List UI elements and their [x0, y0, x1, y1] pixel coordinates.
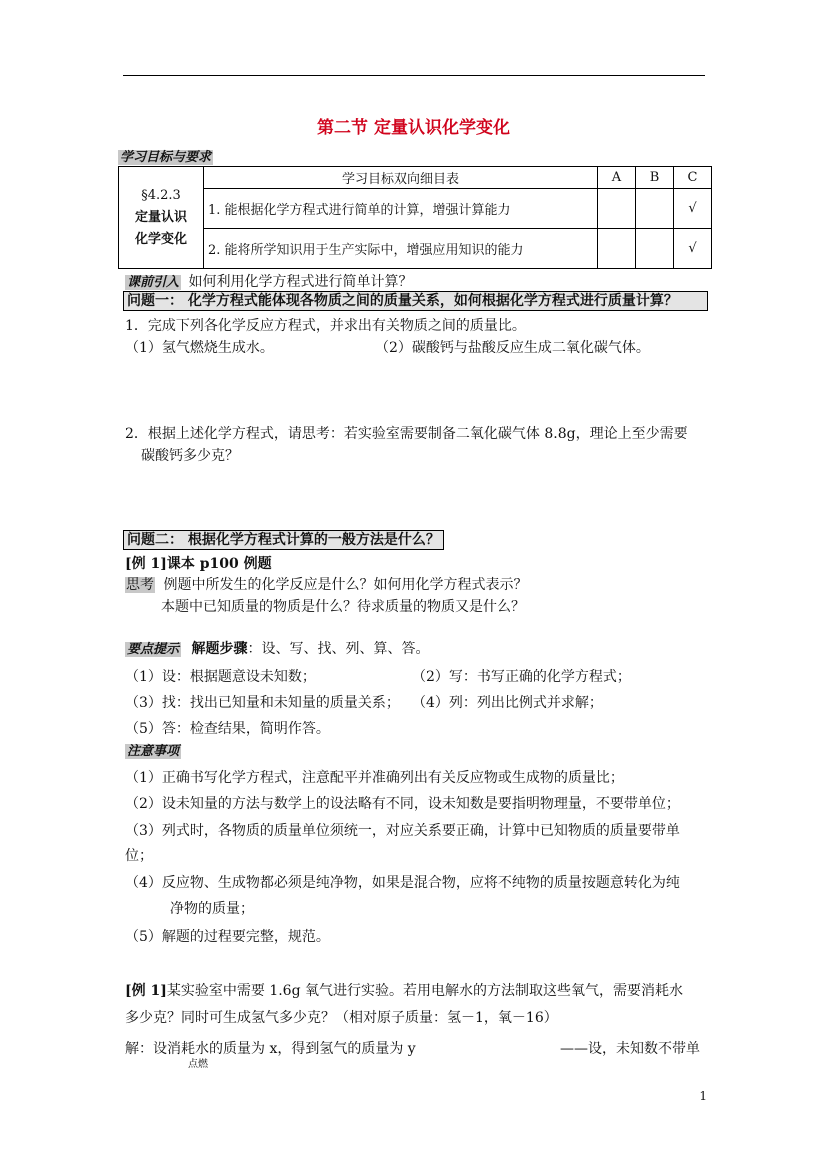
intro-line: [125, 271, 412, 291]
goals-label-wrap: [118, 146, 213, 165]
goal-text: 2. 能将所学知识用于生产实际中，增强应用知识的能力: [204, 229, 598, 269]
q1-item1a: （1）氢气燃烧生成水。: [125, 340, 274, 356]
reaction-condition: 点燃: [188, 1059, 208, 1070]
example-one-line2: 多少克？同时可生成氢气多少克？（相对原子质量：氢－1，氧－16）: [125, 1010, 558, 1026]
think-label: 思考: [126, 577, 154, 593]
note-item: 位；: [125, 848, 153, 864]
step-item: （3）找：找出已知量和未知量的质量关系；: [125, 695, 400, 711]
goals-label: 学习目标与要求: [120, 150, 212, 165]
think-text1: 例题中所发生的化学反应是什么？如何用化学方程式表示？: [163, 577, 528, 593]
tips-line: [125, 638, 429, 658]
step-item: （4）列：列出比例式并求解；: [412, 695, 603, 711]
col-b: B: [636, 167, 674, 189]
page-number: 1: [699, 1089, 707, 1103]
think-line1: [125, 574, 527, 594]
q1-item1b: （2）碳酸钙与盐酸反应生成二氧化碳气体。: [375, 340, 650, 356]
goals-left-cell: [119, 167, 204, 269]
note-item: （2）设未知量的方法与数学上的设法略有不同，设未知数是要指明物理量，不要带单位；: [125, 796, 680, 812]
tips-text: ：设、写、找、列、算、答。: [247, 641, 430, 657]
goal-c-check: √: [674, 189, 712, 229]
q1-item2-line1: 2．根据上述化学方程式，请思考：若实验室需要制备二氧化碳气体 8.8g，理论上至少需要: [125, 426, 688, 442]
intro-label: 课前引入: [127, 275, 180, 290]
notes-label-wrap: [125, 740, 181, 759]
goals-topic-line2: 化学变化: [134, 231, 187, 247]
goals-header-row: [119, 167, 712, 189]
q1-item1: 1．完成下列各化学反应方程式，并求出有关物质之间的质量比。: [125, 318, 526, 334]
solution-note: ——设，未知数不带单: [560, 1041, 700, 1057]
goals-topic-line1: 定量认识: [134, 209, 187, 225]
example-reference: [例 1]课本 p100 例题: [125, 556, 272, 572]
think-line2: 本题中已知质量的物质是什么？待求质量的物质又是什么？: [161, 599, 525, 615]
col-c: C: [674, 167, 712, 189]
goal-text: 1. 能根据化学方程式进行简单的计算，增强计算能力: [204, 189, 598, 229]
example-one-text1: 某实验室中需要 1.6g 氧气进行实验。若用电解水的方法制取这些氧气，需要消耗水: [166, 983, 683, 999]
q1-item2-line2: 碳酸钙多少克？: [141, 448, 239, 464]
step-item: （2）写：书写正确的化学方程式；: [412, 669, 631, 685]
note-item: （4）反应物、生成物都必须是纯净物，如果是混合物，应将不纯物的质量按题意转化为纯: [125, 875, 680, 891]
notes-label: 注意事项: [127, 744, 180, 759]
goals-table: [118, 166, 712, 269]
page-title: 第二节 定量认识化学变化: [317, 118, 510, 138]
goals-code: §4.2.3: [141, 187, 181, 203]
example-one-line1: [125, 980, 683, 1000]
step-item: （1）设：根据题意设未知数；: [125, 669, 316, 685]
example-one-label: [例 1]: [125, 983, 167, 999]
intro-text: 如何利用化学方程式进行简单计算？: [188, 274, 413, 290]
tips-head: 解题步骤: [191, 641, 248, 657]
solution-line: 解：设消耗水的质量为 x，得到氢气的质量为 y: [125, 1041, 416, 1057]
note-item: （3）列式时，各物质的质量单位须统一，对应关系要正确，计算中已知物质的质量要带单: [125, 823, 680, 839]
goal-a: [598, 229, 636, 269]
question-one-title: 问题一： 化学方程式能体现各物质之间的质量关系，如何根据化学方程式进行质量计算？: [123, 291, 708, 311]
goals-row: [119, 229, 712, 269]
header-rule: [123, 75, 705, 76]
note-item: （1）正确书写化学方程式，注意配平并准确列出有关反应物或生成物的质量比；: [125, 770, 624, 786]
goal-b: [636, 189, 674, 229]
tips-label: 要点提示: [127, 642, 180, 657]
note-item: （5）解题的过程要完整，规范。: [125, 929, 330, 945]
goals-header: 学习目标双向细目表: [204, 167, 598, 189]
goal-a: [598, 189, 636, 229]
note-item: 净物的质量；: [170, 901, 254, 917]
goal-c-check: √: [674, 229, 712, 269]
question-two-title: 问题二： 根据化学方程式计算的一般方法是什么？: [123, 530, 444, 550]
col-a: A: [598, 167, 636, 189]
goals-row: [119, 189, 712, 229]
step-item: （5）答：检查结果，简明作答。: [125, 721, 330, 737]
goal-b: [636, 229, 674, 269]
